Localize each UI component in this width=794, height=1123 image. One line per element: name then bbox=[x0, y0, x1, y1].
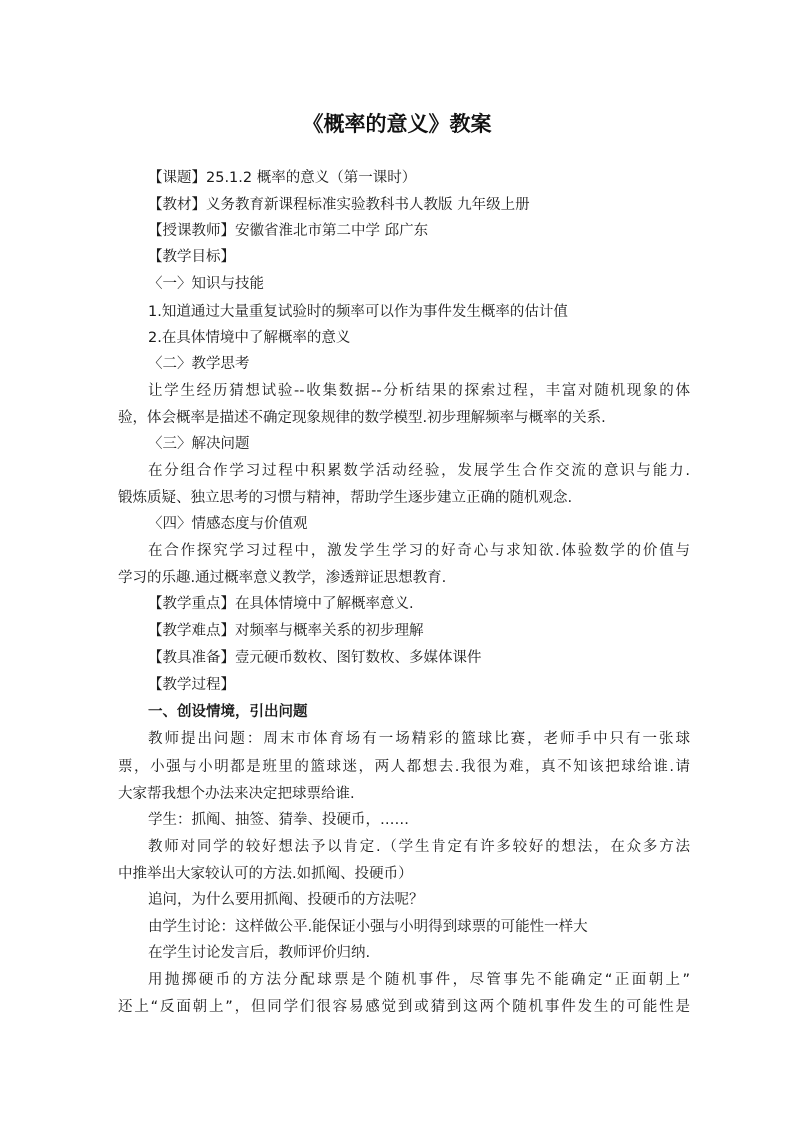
paragraph-line: 在学生讨论发言后，教师评价归纳. bbox=[148, 945, 371, 961]
section-heading: 〈一〉知识与技能 bbox=[148, 276, 264, 292]
paragraph-line: 在合作探究学习过程中，激发学生学习的好奇心与求知欲.体验数学的价值与 bbox=[148, 543, 690, 559]
part-heading: 一、创设情境，引出问题 bbox=[148, 704, 308, 720]
key-point: 【教学重点】在具体情境中了解概率意义. bbox=[148, 596, 414, 612]
section-heading: 〈二〉教学思考 bbox=[148, 356, 250, 372]
difficult-point: 【教学难点】对频率与概率关系的初步理解 bbox=[148, 623, 424, 639]
objective-item: 2.在具体情境中了解概率的意义 bbox=[148, 330, 351, 346]
paragraph-line: 在分组合作学习过程中积累数学活动经验，发展学生合作交流的意识与能力. bbox=[148, 463, 690, 479]
paragraph-line: 中推举出大家较认可的方法.如抓阄、投硬币） bbox=[118, 866, 413, 882]
process-heading: 【教学过程】 bbox=[148, 677, 235, 693]
paragraph-line: 锻炼质疑、独立思考的习惯与精神，帮助学生逐步建立正确的随机观念. bbox=[118, 490, 573, 506]
paragraph-line: 票，小强与小明都是班里的篮球迷，两人都想去.我很为难，真不知该把球给谁.请 bbox=[118, 759, 690, 775]
objective-item: 1.知道通过大量重复试验时的频率可以作为事件发生概率的估计值 bbox=[148, 304, 568, 320]
paragraph-line: 追问，为什么要用抓阄、投硬币的方法呢？ bbox=[148, 892, 424, 908]
paragraph-line: 教师对同学的较好想法予以肯定.（学生肯定有许多较好的想法，在众多方法 bbox=[148, 839, 690, 855]
textbook-info: 【教材】义务教育新课程标准实验教科书人教版 九年级上册 bbox=[148, 197, 530, 213]
materials: 【教具准备】壹元硬币数枚、图钉数枚、多媒体课件 bbox=[148, 650, 482, 666]
document-title: 《概率的意义》教案 bbox=[302, 111, 492, 136]
paragraph-line: 验，体会概率是描述不确定现象规律的数学模型.初步理解频率与概率的关系. bbox=[118, 410, 606, 426]
objectives-heading: 【教学目标】 bbox=[148, 249, 235, 265]
paragraph-line: 大家帮我想个办法来决定把球票给谁. bbox=[118, 786, 355, 802]
paragraph-line: 由学生讨论：这样做公平.能保证小强与小明得到球票的可能性一样大 bbox=[148, 919, 588, 935]
section-heading: 〈四〉情感态度与价值观 bbox=[148, 516, 308, 532]
teacher-info: 【授课教师】安徽省淮北市第二中学 邱广东 bbox=[148, 223, 429, 239]
lesson-topic: 【课题】25.1.2 概率的意义（第一课时） bbox=[148, 170, 417, 186]
section-heading: 〈三〉解决问题 bbox=[148, 436, 250, 452]
paragraph-line: 用抛掷硬币的方法分配球票是个随机事件，尽管事先不能确定“正面朝上” bbox=[148, 972, 690, 988]
paragraph-line: 学生：抓阄、抽签、猜拳、投硬币，…… bbox=[148, 812, 409, 828]
paragraph-line: 还上“反面朝上”，但同学们很容易感觉到或猜到这两个随机事件发生的可能性是 bbox=[118, 999, 690, 1015]
paragraph-line: 让学生经历猜想试验--收集数据--分析结果的探索过程，丰富对随机现象的体 bbox=[148, 383, 690, 399]
paragraph-line: 学习的乐趣.通过概率意义教学，渗透辩证思想教育. bbox=[118, 570, 447, 586]
paragraph-line: 教师提出问题：周末市体育场有一场精彩的篮球比赛，老师手中只有一张球 bbox=[148, 731, 690, 747]
